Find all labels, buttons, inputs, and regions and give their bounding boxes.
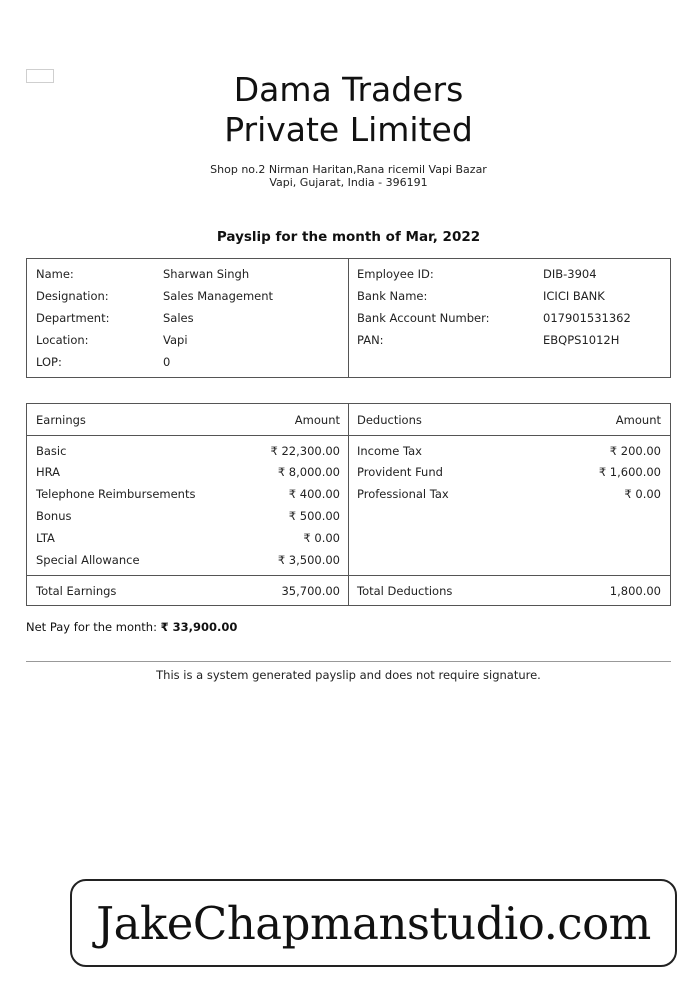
employee-id-value: DIB-3904 bbox=[543, 267, 597, 281]
company-address-line2: Vapi, Gujarat, India - 396191 bbox=[269, 176, 428, 189]
designation-label: Designation: bbox=[36, 289, 109, 303]
name-label: Name: bbox=[36, 267, 74, 281]
location-label: Location: bbox=[36, 333, 89, 347]
deductions-row-amount: ₹ 200.00 bbox=[609, 444, 661, 458]
earnings-row-label: LTA bbox=[36, 531, 55, 545]
deductions-header: Deductions bbox=[357, 413, 422, 427]
company-name-line1: Dama Traders bbox=[233, 70, 464, 109]
earnings-deductions-table bbox=[26, 403, 671, 606]
pan-value: EBQPS1012H bbox=[543, 333, 620, 347]
pan-label: PAN: bbox=[357, 333, 384, 347]
location-value: Vapi bbox=[163, 333, 188, 347]
footer-note: This is a system generated payslip and does not require signature. bbox=[156, 668, 541, 682]
employee-box-divider bbox=[348, 259, 349, 377]
designation-value: Sales Management bbox=[163, 289, 274, 303]
employee-details-box bbox=[26, 258, 671, 378]
deductions-amount-header: Amount bbox=[615, 413, 661, 427]
company-address-line1: Shop no.2 Nirman Haritan,Rana ricemil Vapi Bazar bbox=[210, 163, 487, 176]
total-deductions-label: Total Deductions bbox=[357, 584, 453, 598]
earnings-row-amount: ₹ 0.00 bbox=[303, 531, 340, 545]
earnings-row-label: Telephone Reimbursements bbox=[36, 487, 196, 501]
deductions-row-amount: ₹ 1,600.00 bbox=[598, 465, 661, 479]
total-earnings-amount: 35,700.00 bbox=[281, 584, 340, 598]
earnings-row-label: Basic bbox=[36, 444, 67, 458]
net-pay bbox=[26, 620, 237, 634]
deductions-row-label: Income Tax bbox=[357, 444, 422, 458]
earnings-row-amount: ₹ 8,000.00 bbox=[277, 465, 340, 479]
company-name-line2: Private Limited bbox=[224, 110, 473, 149]
bank-account-label: Bank Account Number: bbox=[357, 311, 490, 325]
deductions-row-label: Professional Tax bbox=[357, 487, 449, 501]
table-total-divider bbox=[27, 575, 670, 576]
earnings-row-amount: ₹ 3,500.00 bbox=[277, 553, 340, 567]
total-earnings-label: Total Earnings bbox=[36, 584, 117, 598]
lop-value: 0 bbox=[163, 355, 171, 369]
earnings-row-label: Bonus bbox=[36, 509, 72, 523]
total-deductions-amount: 1,800.00 bbox=[609, 584, 661, 598]
earnings-row-amount: ₹ 400.00 bbox=[288, 487, 340, 501]
earnings-row-label: Special Allowance bbox=[36, 553, 140, 567]
earnings-amount-header: Amount bbox=[294, 413, 340, 427]
earnings-header: Earnings bbox=[36, 413, 86, 427]
name-value: Sharwan Singh bbox=[163, 267, 250, 281]
earnings-row-amount: ₹ 500.00 bbox=[288, 509, 340, 523]
deductions-row-amount: ₹ 0.00 bbox=[624, 487, 661, 501]
footer-divider bbox=[26, 661, 671, 662]
table-header-divider bbox=[27, 435, 670, 436]
department-value: Sales bbox=[163, 311, 194, 325]
net-pay-label: Net Pay for the month: bbox=[26, 620, 157, 634]
payslip-title: Payslip for the month of Mar, 2022 bbox=[216, 229, 481, 245]
employee-id-label: Employee ID: bbox=[357, 267, 434, 281]
net-pay-amount: ₹ 33,900.00 bbox=[160, 620, 238, 634]
department-label: Department: bbox=[36, 311, 110, 325]
watermark-banner bbox=[70, 879, 677, 967]
lop-label: LOP: bbox=[36, 355, 62, 369]
bank-name-label: Bank Name: bbox=[357, 289, 428, 303]
earnings-row-label: HRA bbox=[36, 465, 61, 479]
earnings-row-amount: ₹ 22,300.00 bbox=[270, 444, 340, 458]
deductions-row-label: Provident Fund bbox=[357, 465, 443, 479]
bank-account-value: 017901531362 bbox=[543, 311, 631, 325]
watermark-text: JakeChapmanstudio.com bbox=[96, 896, 651, 950]
bank-name-value: ICICI BANK bbox=[543, 289, 605, 303]
